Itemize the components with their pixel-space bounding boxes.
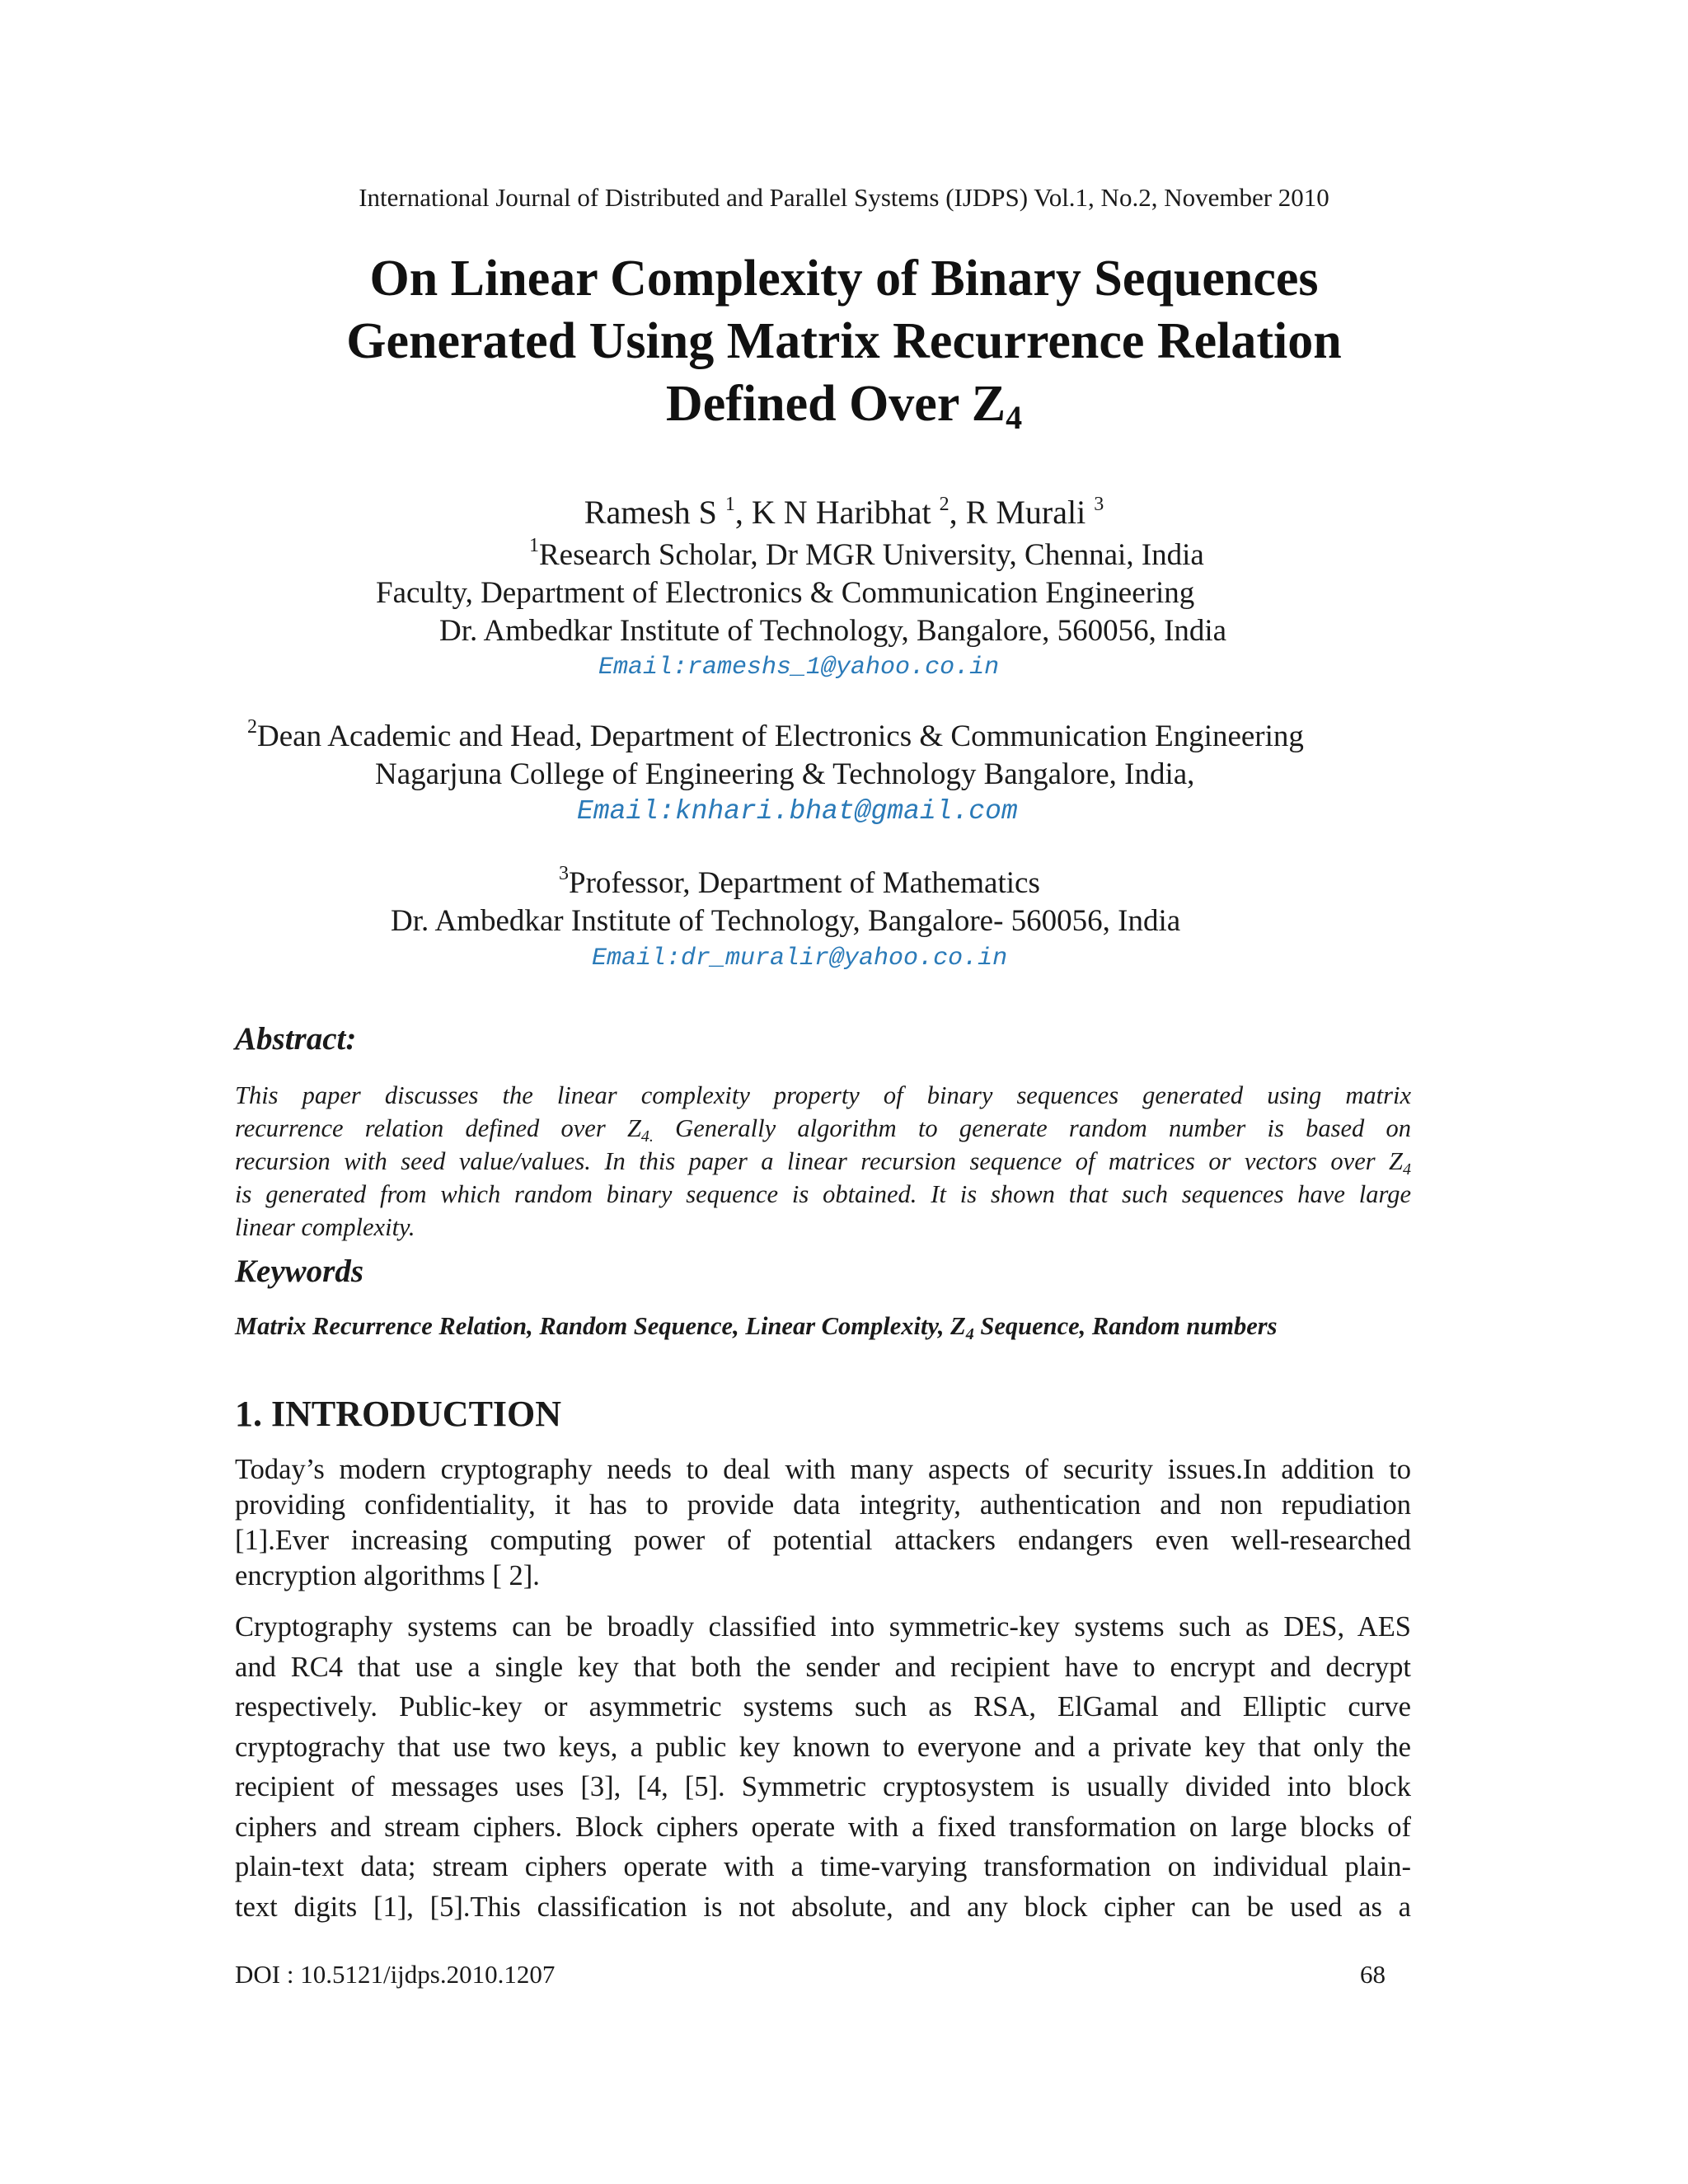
paper-title <box>0 247 1688 435</box>
paragraph-line: [1].Ever increasing computing power of potential attackers endangers even well-researched <box>235 1525 1411 1556</box>
paragraph-line: recipient of messages uses [3], [4, [5]. Symmetric cryptosystem is usually divided into block <box>235 1771 1411 1802</box>
paragraph-line: plain-text data; stream ciphers operate with a time-varying transformation on individual plain- <box>235 1851 1411 1882</box>
superscript: 2 <box>939 494 950 515</box>
paragraph-line: Today’s modern cryptography needs to deal with many aspects of security issues.In addition to <box>235 1454 1411 1485</box>
intro-paragraph-1 <box>235 1452 1411 1594</box>
author-1: Ramesh S <box>584 494 717 531</box>
superscript: 1 <box>724 494 735 515</box>
affiliation-1-line-1: $^1$Research Scholar, Dr MGR University, Chennai, India <box>529 535 1204 572</box>
abstract-text <box>235 1079 1411 1244</box>
author-3: , R Murali <box>949 494 1086 531</box>
title-line-2: Generated Using Matrix Recurrence Relation <box>346 313 1342 369</box>
affiliation-1-line-3: Dr. Ambedkar Institute of Technology, Bangalore, 560056, India <box>439 614 1227 648</box>
superscript: 1 <box>529 535 539 556</box>
affiliation-3-line-2: Dr. Ambedkar Institute of Technology, Bangalore- 560056, India <box>391 904 1181 938</box>
footer-doi: DOI : 10.5121/ijdps.2010.1207 <box>235 1960 556 1989</box>
paragraph-line: ciphers and stream ciphers. Block ciphers operate with a fixed transformation on large blocks of <box>235 1811 1411 1843</box>
keywords-heading: Keywords <box>235 1254 363 1289</box>
author-list <box>0 493 1688 532</box>
superscript: 2 <box>247 716 257 738</box>
abstract-heading: Abstract: <box>235 1021 357 1057</box>
title-line-3: Defined Over $Z_4$ <box>665 376 1023 436</box>
abstract-line: linear complexity. <box>235 1213 415 1241</box>
keywords-text: Matrix Recurrence Relation, Random Sequence, Linear Complexity, $Z_4$ Sequence, Random numbers <box>235 1312 1278 1343</box>
email-link-3[interactable]: Email:dr_muralir@yahoo.co.in <box>592 944 1008 972</box>
title-line-1: On Linear Complexity of Binary Sequences <box>369 251 1319 307</box>
paragraph-line: cryptograchy that use two keys, a public key known to everyone and a private key that only the <box>235 1731 1411 1763</box>
abstract-line: recurrence relation defined over $Z_{4.}$ Generally algorithm to generate random number is based on <box>235 1114 1411 1146</box>
paragraph-line: text digits [1], [5].This classification is not absolute, and any block cipher can be used as a <box>235 1891 1411 1923</box>
paragraph-line: respectively. Public-key or asymmetric systems such as RSA, ElGamal and Elliptic curve <box>235 1691 1411 1722</box>
page-number: 68 <box>1360 1960 1386 1989</box>
affiliation-3-line-1: $^3$Professor, Department of Mathematics <box>559 863 1040 900</box>
paragraph-line: providing confidentiality, it has to provide data integrity, authentication and non repudiation <box>235 1489 1411 1521</box>
abstract-line: recursion with seed value/values. In this paper a linear recursion sequence of matrices or vectors over $Z_4$ <box>235 1147 1411 1179</box>
intro-paragraph-2 <box>235 1607 1411 1927</box>
superscript: 3 <box>559 863 569 884</box>
paragraph-line: and RC4 that use a single key that both the sender and recipient have to encrypt and decrypt <box>235 1651 1411 1683</box>
affiliation-2-line-2: Nagarjuna College of Engineering & Technology Bangalore, India, <box>375 757 1195 791</box>
subscript: 4 <box>1006 399 1023 436</box>
superscript: 3 <box>1094 494 1104 515</box>
affiliation-1-line-2: Faculty, Department of Electronics & Communication Engineering <box>376 576 1195 610</box>
abstract-line: This paper discusses the linear complexity property of binary sequences generated using matrix <box>235 1081 1411 1109</box>
email-link-1[interactable]: Email:rameshs_1@yahoo.co.in <box>598 654 1000 682</box>
section-heading-introduction: 1. INTRODUCTION <box>235 1394 562 1434</box>
author-2: , K N Haribhat <box>734 494 931 531</box>
affiliation-2-line-1: $^2$Dean Academic and Head, Department of Electronics & Communication Engineering <box>247 716 1304 753</box>
abstract-line: is generated from which random binary sequence is obtained. It is shown that such sequences have large <box>235 1180 1411 1208</box>
paragraph-line: encryption algorithms [ 2]. <box>235 1560 540 1591</box>
paragraph-line: Cryptography systems can be broadly classified into symmetric-key systems such as DES, AES <box>235 1611 1411 1643</box>
running-header: International Journal of Distributed and Parallel Systems (IJDPS) Vol.1, No.2, November 2010 <box>359 183 1329 212</box>
email-link-2[interactable]: Email:knhari.bhat@gmail.com <box>577 796 1018 827</box>
